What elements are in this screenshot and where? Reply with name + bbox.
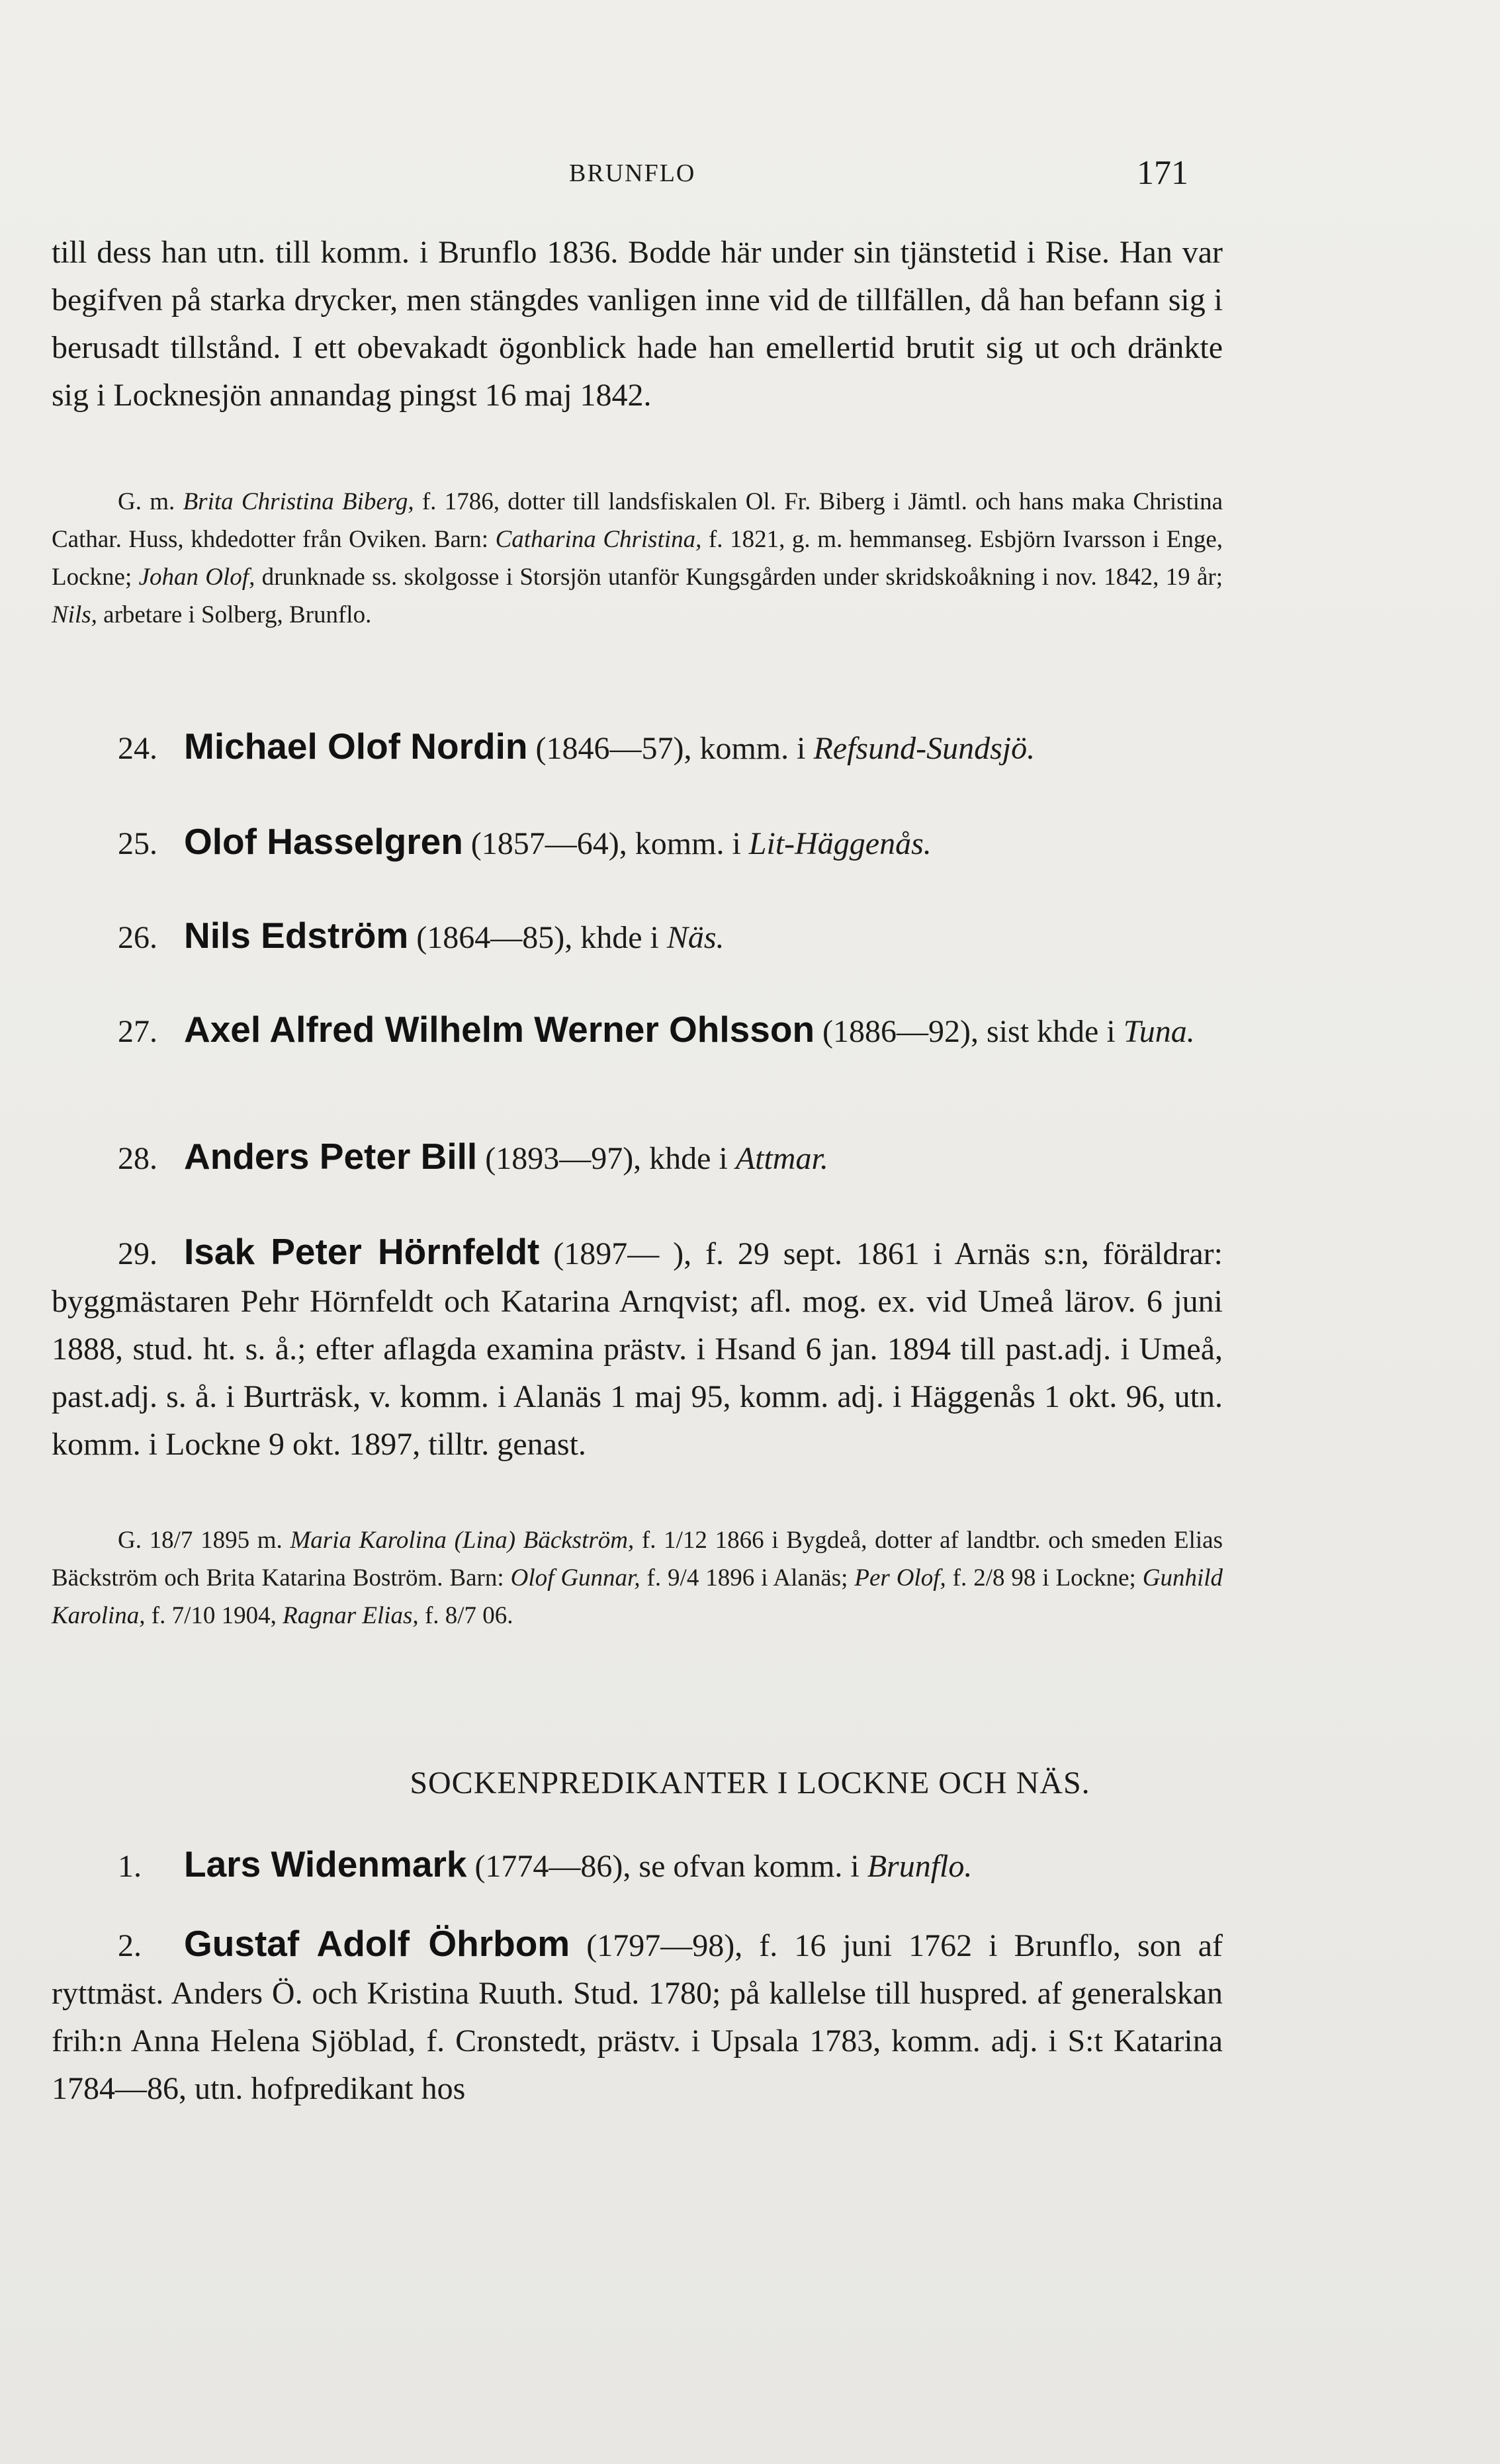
entry-29: 29. Isak Peter Hörnfeldt (1897— ), f. 29 sept. 1861 i Arnäs s:n, föräldrar: byggmästaren Pehr Hörnfeldt och Katarina Arnqvist; afl. mog. ex. vid Umeå lärov. 6 juni 1888, stud. ht. s. å.; efter aflagda examina prästv. i Hsand 6 jan. 1894 till past.adj. i Umeå, past.adj. s. å. i Burträsk, v. komm. i Alanäs 1 maj 95, komm. adj. i Häggenås 1 okt. 96, utn. komm. i Lockne 9 okt. 1897, tilltr. genast. <box>52 1231 1223 1462</box>
page-header <box>0 154 1500 212</box>
entry-27: 27. Axel Alfred Wilhelm Werner Ohlsson (1886—92), sist khde i Tuna. <box>118 1009 1195 1050</box>
running-title: BRUNFLO <box>569 159 696 187</box>
lockne-entry-2: 2. Gustaf Adolf Öhrbom (1797—98), f. 16 juni 1762 i Brunflo, son af ryttmäst. Anders Ö. och Kristina Ruuth. Stud. 1780; på kallelse till huspred. af generalskan frih:n Anna Helena Sjöblad, f. Cronstedt, prästv. i Upsala 1783, komm. adj. i S:t Katarina 1784—86, utn. hofpredikant hos <box>52 1923 1223 2106</box>
paragraph-continuation: till dess han utn. till komm. i Brunflo 1836. Bodde här under sin tjänstetid i Rise. Han var begifven på starka drycker, men stängdes vanligen inne vid de tillfällen, då han befann sig i berusadt tillstånd. I ett obevakadt ögonblick hade han emellertid brutit sig ut och dränkte sig i Locknesjön annandag pingst 16 maj 1842. <box>52 235 1223 413</box>
entry-25: 25. Olof Hasselgren (1857—64), komm. i Lit-Häggenås. <box>118 821 932 862</box>
entry-24: 24. Michael Olof Nordin (1846—57), komm. i Refsund-Sundsjö. <box>118 726 1036 767</box>
footnote-hornfeldt: G. 18/7 1895 m. Maria Karolina (Lina) Bäckström, f. 1/12 1866 i Bygdeå, dotter af landtbr. och smeden Elias Bäckström och Brita Katarina Boström. Barn: Olof Gunnar, f. 9/4 1896 i Alanäs; Per Olof, f. 2/8 98 i Lockne; Gunhild Karolina, f. 7/10 1904, Ragnar Elias, f. 8/7 06. <box>52 1527 1223 1629</box>
entry-26: 26. Nils Edström (1864—85), khde i Näs. <box>118 915 725 956</box>
entry-28: 28. Anders Peter Bill (1893—97), khde i Attmar. <box>118 1136 828 1177</box>
lockne-entry-1: 1. Lars Widenmark (1774—86), se ofvan komm. i Brunflo. <box>118 1844 973 1885</box>
page-number: 171 <box>1137 154 1188 192</box>
section-heading: SOCKENPREDIKANTER I LOCKNE OCH NÄS. <box>410 1765 1090 1801</box>
footnote-marriage: G. m. Brita Christina Biberg, f. 1786, dotter till landsfiskalen Ol. Fr. Biberg i Jämtl. och hans maka Christina Cathar. Huss, khdedotter från Oviken. Barn: Catharina Christina, f. 1821, g. m. hemmanseg. Esbjörn Ivarsson i Enge, Lockne; Johan Olof, drunknade ss. skolgosse i Storsjön utanför Kungsgården under skridskoåkning i nov. 1842, 19 år; Nils, arbetare i Solberg, Brunflo. <box>52 488 1223 628</box>
